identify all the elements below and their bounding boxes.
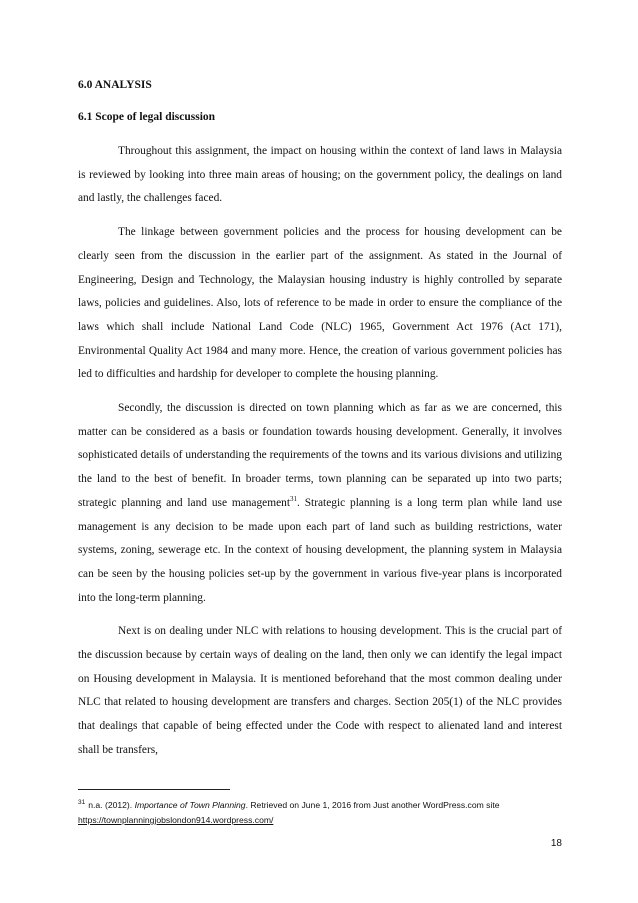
footnote-mark: 31 [78,799,86,807]
paragraph-2: The linkage between government policies and the process for housing development can be clearly seen from the discussion in the earlier part of the assignment. As stated in the Journal of Engineering, Design and Technology, the Malaysian housing industry is highly controlled by separate laws, policies and guidelines. Also, lots of reference to be made in order to ensure the compliance of the laws which shall include National Land Code (NLC) 1965, Government Act 1976 (Act 171), Environmental Quality Act 1984 and many more. Hence, the creation of various government policies has led to difficulties and hardship for developer to complete the housing planning. [78,226,562,381]
footnote-title: Importance of Town Planning [134,800,246,810]
footnote-reference[interactable]: 31 [290,495,298,504]
paragraph-4: Next is on dealing under NLC with relations to housing development. This is the crucial part of the discussion because by certain ways of dealing on the land, then only we can identify the legal impact on Housing development in Malaysia. It is mentioned beforehand that the most common dealing under NLC that related to housing development are transfers and charges. Section 205(1) of the NLC provides that dealings that capable of being effected under the Code with respect to alienated land and interest shall be transfers, [78,625,562,756]
footnote-suffix: . Retrieved on June 1, 2016 from Just another WordPress.com site [245,800,500,810]
page-number: 18 [550,838,562,849]
paragraph-3 [78,397,562,610]
footnote [78,798,568,828]
paragraph-3-part-2: . Strategic planning is a long term plan while land use management is any decision to be made upon each part of land such as building restrictions, water systems, zoning, sewerage etc. In the context of housing development, the planning system in Malaysia can be seen by the housing policies set-up by the government in various five-year plans is incorporated into the long-term planning. [78,496,562,604]
subsection-heading: 6.1 Scope of legal discussion [78,111,216,123]
paragraph-3-part-1: Secondly, the discussion is directed on town planning which as far as we are concerned, this matter can be considered as a basis or foundation towards housing development. Generally, it involves sophisticated details of understanding the requirements of the towns and its various divisions and utilizing the land to the best of benefit. In broader terms, town planning can be separated up into two parts; strategic planning and land use management [78,402,562,509]
section-heading: 6.0 ANALYSIS [78,79,152,91]
footnote-prefix: n.a. (2012). [88,800,135,810]
footnote-divider [78,789,230,790]
paragraph-1: Throughout this assignment, the impact on housing within the context of land laws in Malaysia is reviewed by looking into three main areas of housing; on the government policy, the dealings on land and lastly, the challenges faced. [78,145,562,205]
body-text [78,140,562,773]
footnote-link[interactable]: https://townplanningjobslondon914.wordpress.com/ [78,815,274,825]
